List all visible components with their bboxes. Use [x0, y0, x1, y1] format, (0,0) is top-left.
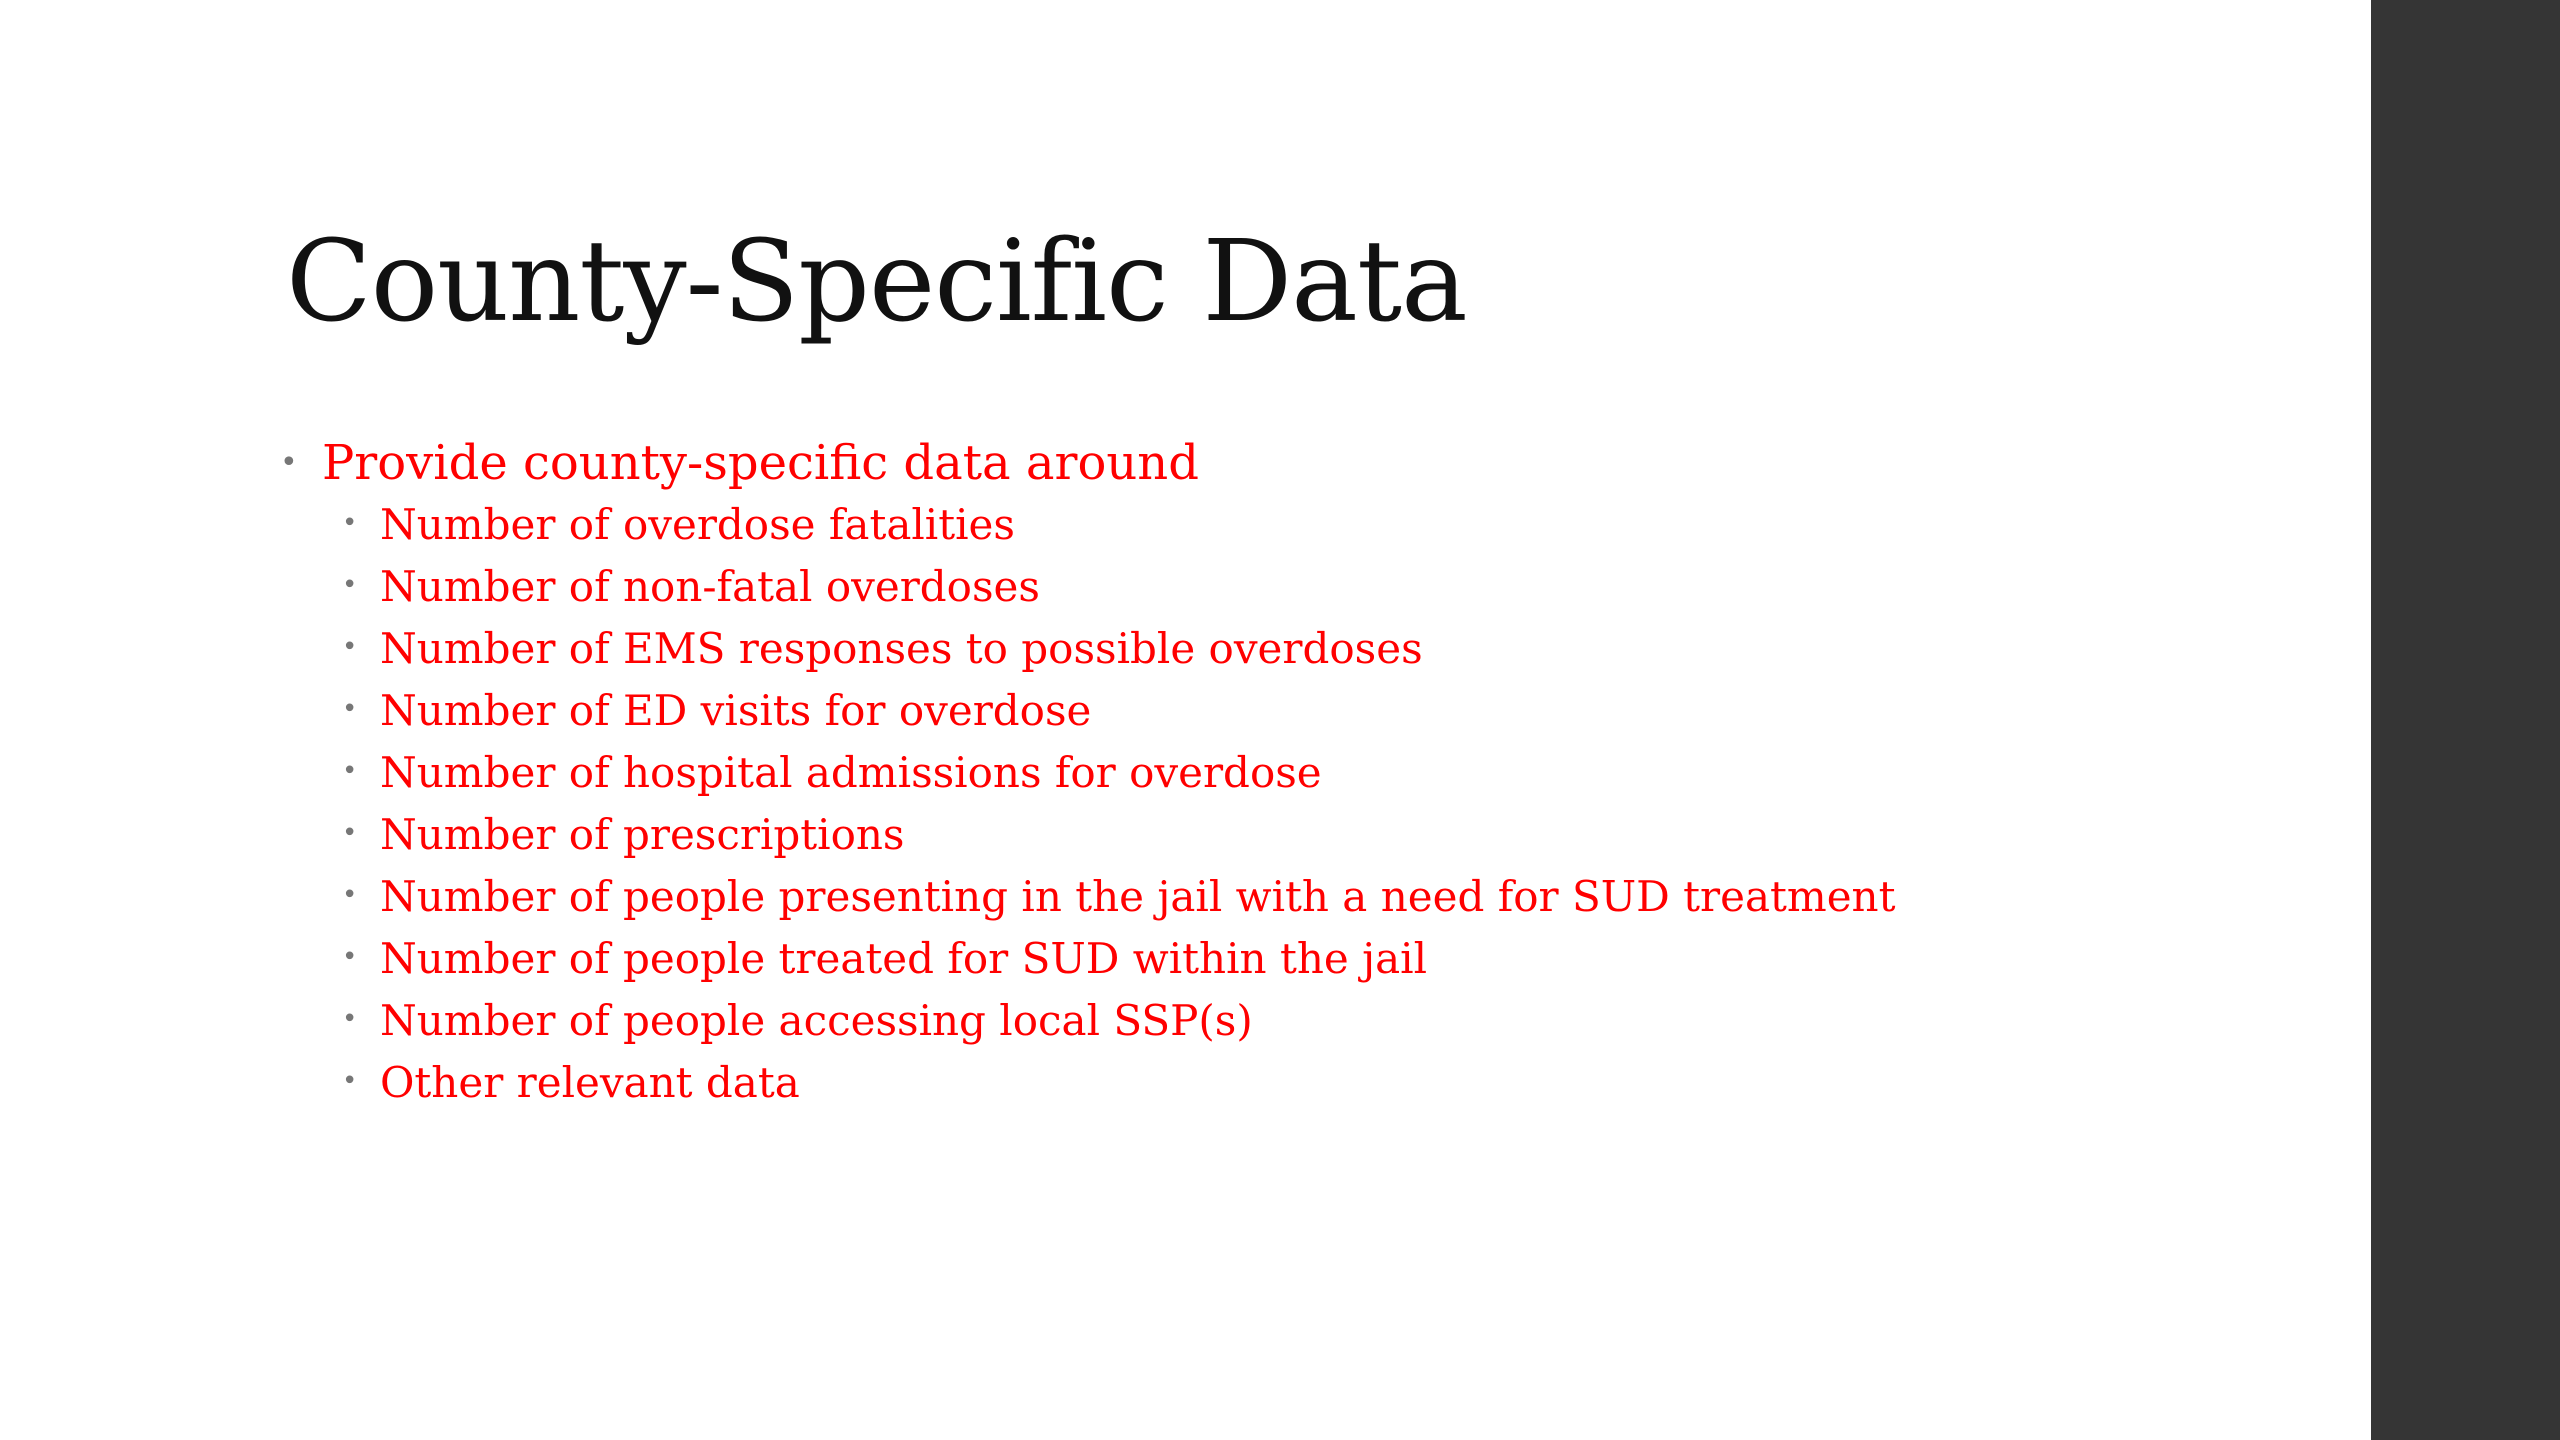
sub-bullet-text: Number of people accessing local SSP(s): [380, 996, 1253, 1045]
sub-bullet: [280, 928, 2280, 990]
slide-title: County-Specific Data: [286, 217, 1467, 347]
slide-content: [280, 432, 2280, 1114]
sub-bullet: [280, 990, 2280, 1052]
sub-bullet-text: Number of overdose fatalities: [380, 500, 1015, 549]
bullet-dot-icon: •: [280, 445, 298, 480]
sub-bullet-dot-icon: •: [342, 632, 358, 662]
side-band: [2371, 0, 2560, 1440]
sub-bullet-dot-icon: •: [342, 508, 358, 538]
sub-bullet-dot-icon: •: [342, 942, 358, 972]
sub-bullet-dot-icon: •: [342, 1004, 358, 1034]
sub-bullet-text: Number of hospital admissions for overdose: [380, 748, 1322, 797]
sub-bullet-text: Number of prescriptions: [380, 810, 905, 859]
sub-bullet-dot-icon: •: [342, 694, 358, 724]
sub-bullet-list: [280, 494, 2280, 1114]
sub-bullet: [280, 494, 2280, 556]
sub-bullet: [280, 556, 2280, 618]
sub-bullet-dot-icon: •: [342, 1066, 358, 1096]
sub-bullet: [280, 618, 2280, 680]
main-bullet-text: Provide county-specific data around: [322, 435, 1199, 491]
sub-bullet-text: Number of people presenting in the jail with a need for SUD treatment: [380, 872, 1896, 921]
sub-bullet-text: Other relevant data: [380, 1058, 800, 1107]
sub-bullet-dot-icon: •: [342, 880, 358, 910]
sub-bullet-dot-icon: •: [342, 818, 358, 848]
sub-bullet-text: Number of ED visits for overdose: [380, 686, 1092, 735]
sub-bullet-text: Number of non-fatal overdoses: [380, 562, 1040, 611]
sub-bullet: [280, 866, 2280, 928]
sub-bullet-dot-icon: •: [342, 756, 358, 786]
sub-bullet-text: Number of people treated for SUD within the jail: [380, 934, 1428, 983]
sub-bullet: [280, 742, 2280, 804]
sub-bullet: [280, 1052, 2280, 1114]
sub-bullet: [280, 680, 2280, 742]
main-bullet: [280, 432, 2280, 494]
sub-bullet: [280, 804, 2280, 866]
sub-bullet-text: Number of EMS responses to possible overdoses: [380, 624, 1423, 673]
sub-bullet-dot-icon: •: [342, 570, 358, 600]
